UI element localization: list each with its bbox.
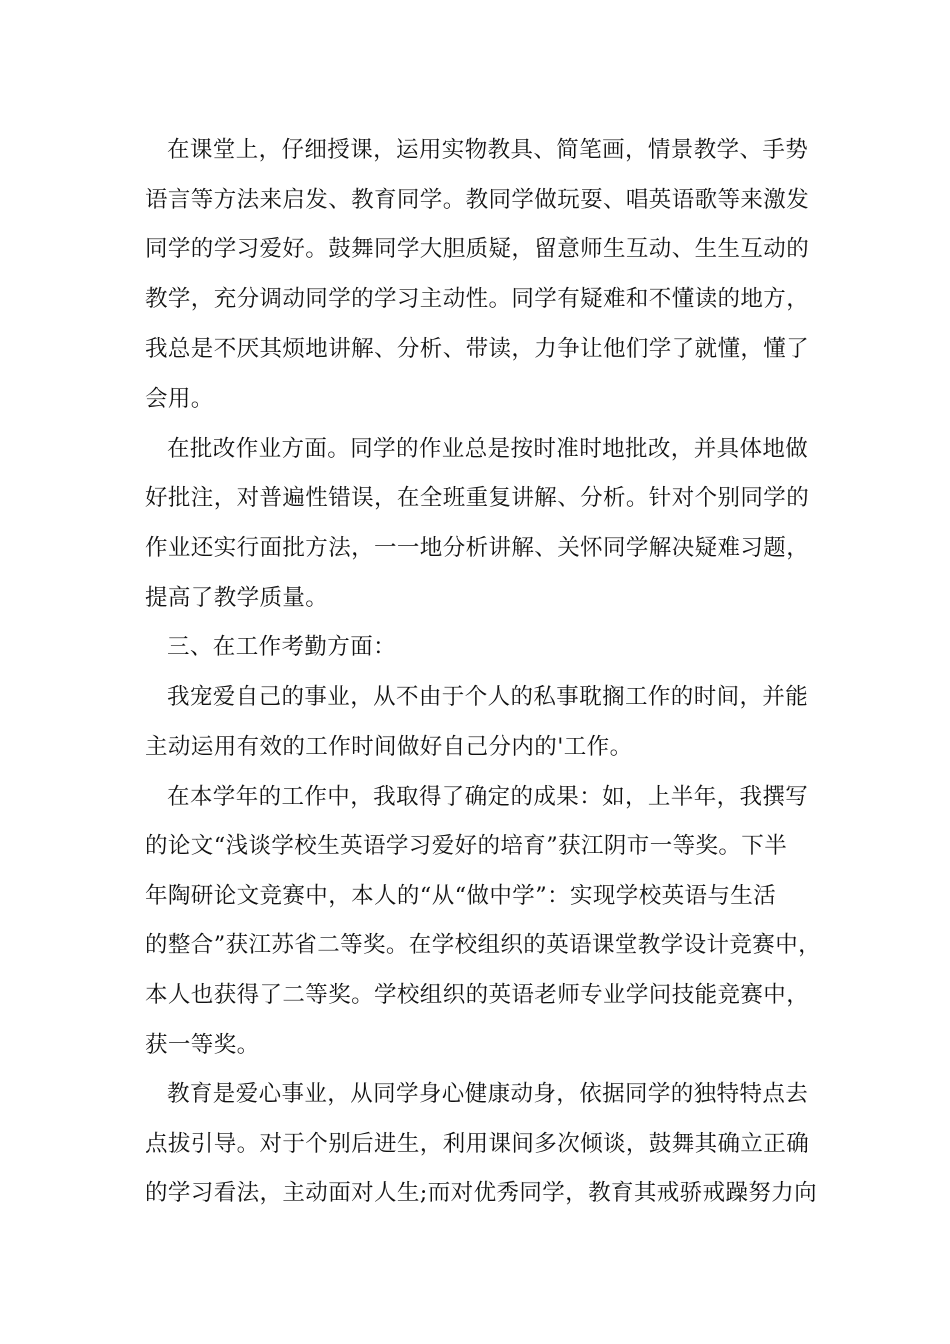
- paragraph-line: 主动运用有效的工作时间做好自己分内的'工作。: [145, 734, 633, 760]
- paragraph-line: 我宠爱自己的事业，从不由于个人的私事耽搁工作的时间，并能: [167, 684, 809, 710]
- paragraph-line: 教学，充分调动同学的学习主动性。同学有疑难和不懂读的地方，: [145, 286, 810, 312]
- paragraph-line: 获一等奖。: [145, 1032, 260, 1058]
- paragraph-line: 在批改作业方面。同学的作业总是按时准时地批改，并具体地做: [167, 436, 809, 462]
- paragraph-line: 同学的学习爱好。鼓舞同学大胆质疑，留意师生互动、生生互动的: [145, 236, 810, 262]
- paragraph-line: 会用。: [145, 386, 214, 412]
- paragraph-line: 在本学年的工作中，我取得了确定的成果：如，上半年，我撰写: [167, 784, 809, 810]
- paragraph-line: 本人也获得了二等奖。学校组织的英语老师专业学问技能竞赛中，: [145, 982, 810, 1008]
- paragraph-line: 我总是不厌其烦地讲解、分析、带读，力争让他们学了就懂，懂了: [145, 336, 810, 362]
- paragraph-line: 语言等方法来启发、教育同学。教同学做玩耍、唱英语歌等来激发: [145, 187, 810, 213]
- paragraph-line: 教育是爱心事业，从同学身心健康动身，依据同学的独特特点去: [167, 1081, 809, 1107]
- paragraph-line: 好批注，对普遍性错误，在全班重复讲解、分析。针对个别同学的: [145, 485, 810, 511]
- paragraph-line: 年陶研论文竞赛中，本人的“从“做中学”：实现学校英语与生活: [145, 883, 777, 909]
- paragraph-line: 在课堂上，仔细授课，运用实物教具、简笔画，情景教学、手势: [167, 137, 809, 163]
- section-heading: 三、在工作考勤方面：: [167, 634, 397, 660]
- paragraph-line: 提高了教学质量。: [145, 585, 329, 611]
- paragraph-line: 点拔引导。对于个别后进生，利用课间多次倾谈，鼓舞其确立正确: [145, 1131, 810, 1157]
- paragraph-line: 的学习看法，主动面对人生;而对优秀同学，教育其戒骄戒躁努力向: [145, 1180, 818, 1206]
- paragraph-line: 的整合”获江苏省二等奖。在学校组织的英语课堂教学设计竞赛中，: [145, 932, 822, 958]
- paragraph-line: 作业还实行面批方法，一一地分析讲解、关怀同学解决疑难习题，: [145, 535, 810, 561]
- paragraph-line: 的论文“浅谈学校生英语学习爱好的培育”获江阴市一等奖。下半: [145, 833, 788, 859]
